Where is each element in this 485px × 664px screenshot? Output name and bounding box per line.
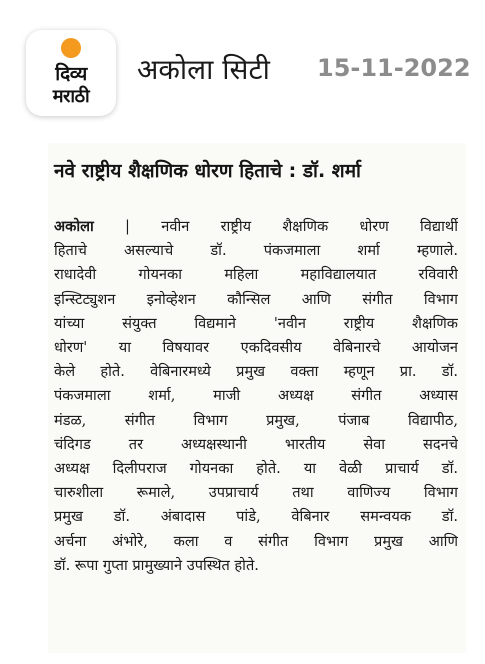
dateline-separator: | (93, 218, 162, 235)
article-line: चारुशीला रूमाले, उपप्राचार्य तथा वाणिज्य विभाग (54, 484, 458, 502)
article-line: चंदिगड तर अध्यक्षस्थानी भारतीय सेवा सदनचे (54, 435, 458, 453)
article-line: धोरण' या विषयावर एकदिवसीय वेबिनारचे आयोजन (54, 339, 458, 357)
article-body (54, 215, 458, 578)
logo-sun-icon (61, 38, 81, 58)
article-dateline: अकोला (54, 218, 94, 235)
edition-date[interactable]: 15-11-2022 (317, 54, 471, 82)
logo-text-line2: मराठी (52, 86, 90, 107)
article-line-text: नवीन राष्ट्रीय शैक्षणिक धोरण विद्यार्थी (161, 218, 458, 235)
logo-text-line1: दिव्य (55, 63, 87, 85)
article-line (54, 215, 458, 239)
article-line: अर्चना अंभोरे, कला व संगीत विभाग प्रमुख आणि (54, 532, 458, 550)
article-line: मंडळ, संगीत विभाग प्रमुख, पंजाब विद्यापीठ, (54, 411, 458, 429)
edition-city[interactable]: अकोला सिटी (137, 53, 270, 86)
article-line: केले होते. वेबिनारमध्ये प्रमुख वक्ता म्हणून प्रा. डॉ. (54, 363, 458, 381)
app-header (0, 0, 485, 140)
article-line: यांच्या संयुक्त विद्यमाने 'नवीन राष्ट्रीय शैक्षणिक (54, 314, 458, 332)
article-line: इन्स्टिट्युशन इनोव्हेशन कौन्सिल आणि संगीत विभाग (54, 290, 458, 308)
article-line: पंकजमाला शर्मा, माजी अध्यक्ष संगीत अध्यास (54, 387, 458, 405)
divya-marathi-logo[interactable] (26, 30, 116, 116)
article-headline: नवे राष्ट्रीय शैक्षणिक धोरण हिताचे : डॉ. शर्मा (54, 160, 361, 182)
article-line: डॉ. रूपा गुप्ता प्रामुख्याने उपस्थित होते. (54, 556, 259, 574)
news-clipping[interactable] (48, 143, 466, 653)
article-line: राधादेवी गोयनका महिला महाविद्यालयात रविवारी (54, 266, 458, 284)
article-line: हिताचे असल्याचे डॉ. पंकजमाला शर्मा म्हणाले. (54, 242, 458, 260)
article-line: अध्यक्ष दिलीपराज गोयनका होते. या वेळी प्राचार्य डॉ. (54, 460, 458, 478)
article-line: प्रमुख डॉ. अंबादास पांडे, वेबिनार समन्वयक डॉ. (54, 508, 458, 526)
